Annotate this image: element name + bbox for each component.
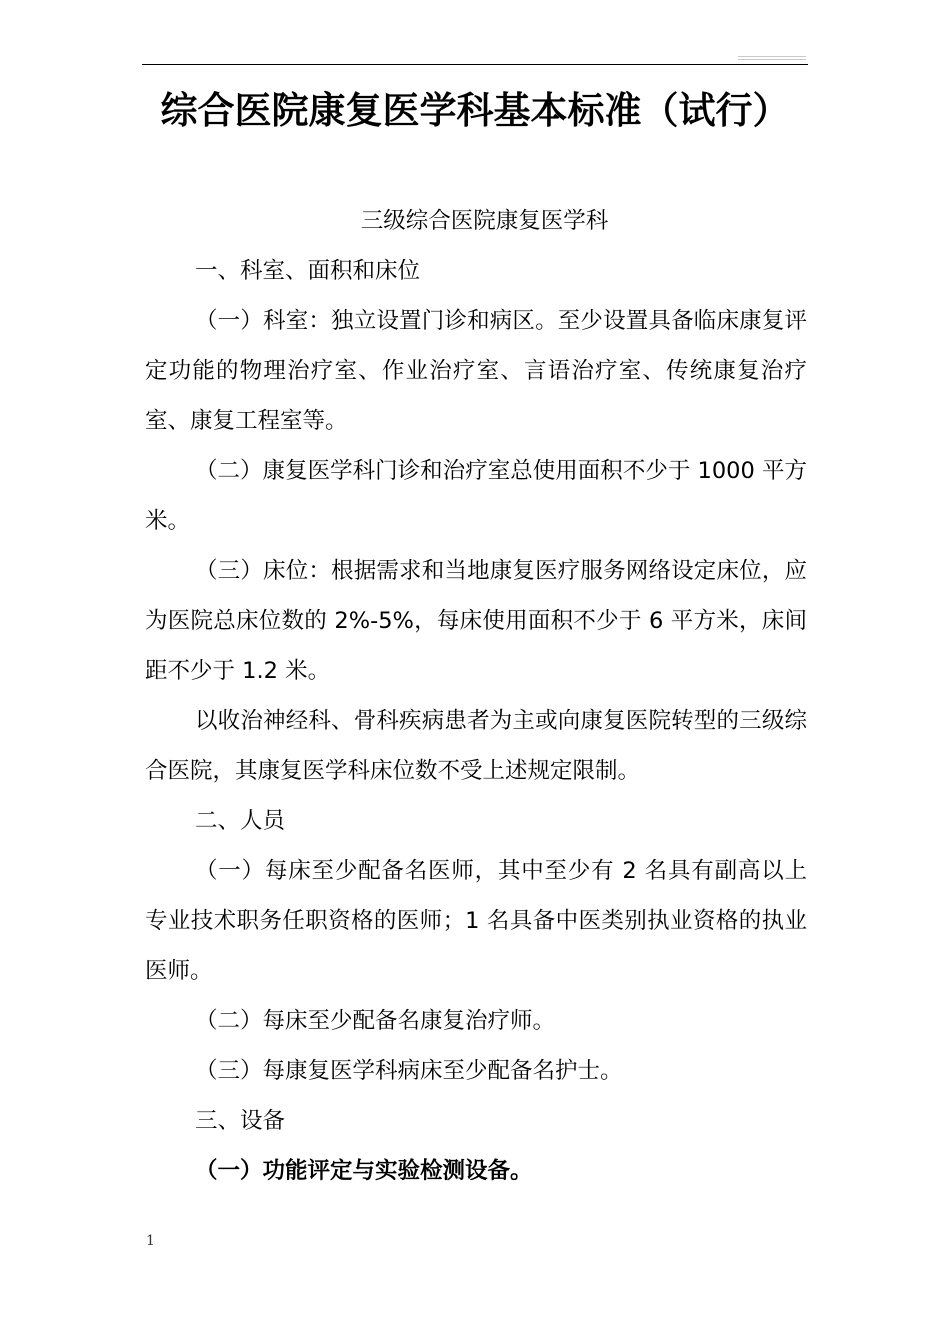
- paragraph-therapists: （二）每床至少配备名康复治疗师。: [195, 1008, 556, 1034]
- page-number: 1: [146, 1233, 155, 1249]
- heading-personnel: 二、人员: [195, 808, 286, 834]
- section-heading: 三级综合医院康复医学科: [360, 208, 609, 234]
- paragraph-area: （二）康复医学科门诊和治疗室总使用面积不少于 1000 平方米。: [145, 458, 807, 534]
- paragraph-departments: （一）科室：独立设置门诊和病区。至少设置具备临床康复评定功能的物理治疗室、作业治疗室、言语治疗室、传统康复治疗室、康复工程室等。: [145, 308, 807, 434]
- paragraph-bed-exception: 以收治神经科、骨科疾病患者为主或向康复医院转型的三级综合医院，其康复医学科床位数不受上述规定限制。: [145, 708, 807, 784]
- paragraph-physicians: （一）每床至少配备名医师，其中至少有 2 名具有副高以上专业技术职务任职资格的医师；1 名具备中医类别执业资格的执业医师。: [145, 858, 807, 984]
- heading-departments-area-beds: 一、科室、面积和床位: [195, 258, 421, 284]
- paragraph-beds: （三）床位：根据需求和当地康复医疗服务网络设定床位，应为医院总床位数的 2%-5%，每床使用面积不少于 6 平方米，床间距不少于 1.2 米。: [145, 558, 807, 684]
- paragraph-nurses: （三）每康复医学科病床至少配备名护士。: [195, 1058, 623, 1084]
- header-mark-line-1: [738, 56, 806, 57]
- header-rule: [142, 64, 808, 65]
- heading-assessment-equipment: （一）功能评定与实验检测设备。: [195, 1158, 533, 1184]
- document-title: 综合医院康复医学科基本标准（试行）: [160, 89, 790, 132]
- document-body: [145, 196, 807, 1196]
- header-mark-line-2: [738, 59, 806, 60]
- heading-equipment: 三、设备: [195, 1108, 286, 1134]
